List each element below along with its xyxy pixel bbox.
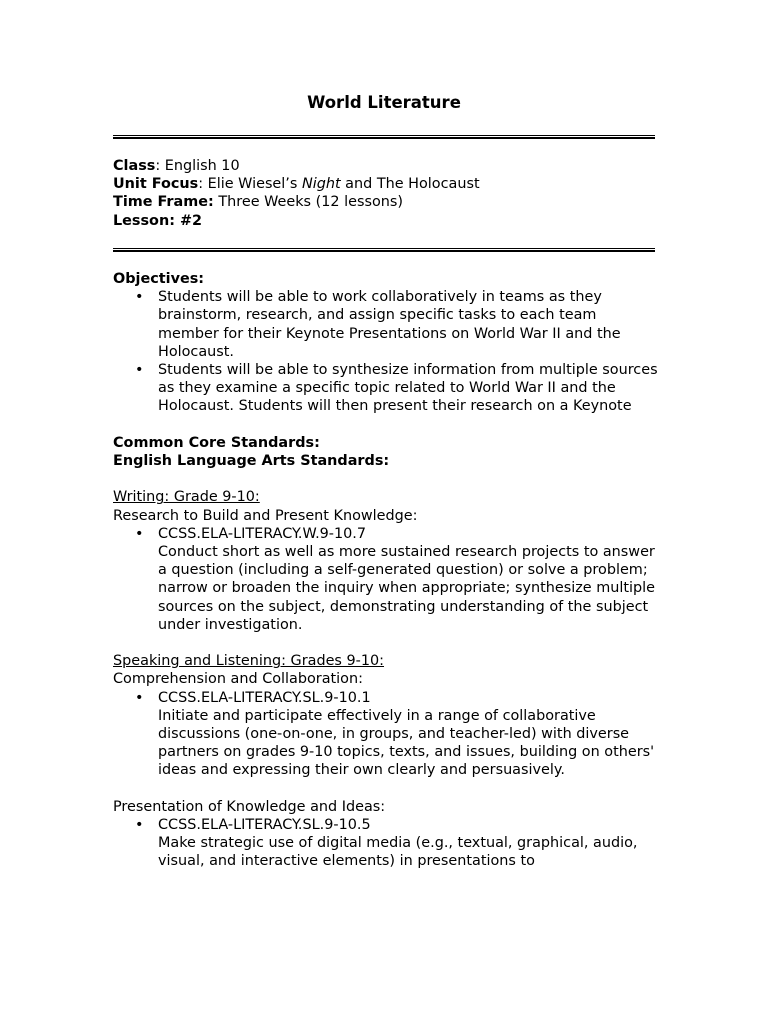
- document-title: World Literature: [307, 93, 461, 112]
- time-frame-value: Three Weeks (12 lessons): [213, 194, 403, 211]
- unit-focus-line: [113, 175, 658, 193]
- speaking-standards-list: [113, 689, 658, 780]
- standard-item: [113, 816, 658, 871]
- time-frame-label: Time Frame:: [113, 194, 214, 211]
- standard-code: • CCSS.ELA-LITERACY.SL.9-10.5: [158, 817, 371, 834]
- standard-code: • CCSS.ELA-LITERACY.SL.9-10.1: [158, 689, 371, 706]
- lesson-label: Lesson: #2: [113, 212, 203, 229]
- time-frame-line: [113, 193, 658, 211]
- presentation-standards-list: [113, 816, 658, 871]
- objective-item: • Students will be able to synthesize information from multiple sources as they examine a specific topic related to World War II and the Holocaust. Students will then present their research on a Keynote: [113, 361, 658, 416]
- bottom-divider: [113, 248, 655, 252]
- standard-code: • CCSS.ELA-LITERACY.W.9-10.7: [158, 525, 367, 542]
- lesson-header: [113, 157, 658, 230]
- speaking-listening-subheading: Comprehension and Collaboration:: [113, 671, 363, 688]
- top-divider: [113, 135, 655, 139]
- objectives-heading: Objectives:: [113, 271, 205, 287]
- standard-text: Initiate and participate effectively in a range of collaborative discussions (one-on-one, in groups, and teacher-led) with diverse partners on grades 9-10 topics, texts, and issues, building on others' ideas and expressing their own clearly and persuasively.: [158, 707, 655, 779]
- standard-item: [113, 689, 658, 780]
- unit-focus-book-title: Night: [301, 176, 341, 193]
- standard-text: Conduct short as well as more sustained research projects to answer a question (including a self-generated question) or solve a problem; narrow or broaden the inquiry when appropriate; synthesize multiple sources on the subject, demonstrating understanding of the subject under investigation.: [158, 544, 655, 633]
- lesson-line: [113, 212, 658, 230]
- writing-heading: Writing: Grade 9-10:: [113, 489, 260, 506]
- main-content: [113, 270, 658, 871]
- presentation-subheading: Presentation of Knowledge and Ideas:: [113, 798, 386, 815]
- writing-subheading: Research to Build and Present Knowledge:: [113, 507, 418, 524]
- unit-focus-value-pre: : Elie Wiesel’s: [198, 176, 302, 193]
- class-value: : English 10: [155, 158, 240, 174]
- unit-focus-value-post: and The Holocaust: [340, 176, 480, 193]
- unit-focus-label: Unit Focus: [113, 176, 199, 193]
- speaking-listening-heading: Speaking and Listening: Grades 9-10:: [113, 653, 385, 670]
- common-core-heading: Common Core Standards:: [113, 434, 320, 451]
- objective-item: • Students will be able to work collaboratively in teams as they brainstorm, research, and assign specific tasks to each team member for their Keynote Presentations on World War II and the Holocaust.: [113, 288, 658, 361]
- objectives-list: [113, 288, 658, 415]
- class-line: [113, 157, 658, 175]
- ela-standards-heading: English Language Arts Standards:: [113, 453, 390, 470]
- writing-standards-list: [113, 525, 658, 634]
- class-label: Class: [113, 158, 156, 174]
- standard-item: [113, 525, 658, 634]
- standard-text: Make strategic use of digital media (e.g., textual, graphical, audio, visual, and interactive elements) in presentations to: [158, 835, 638, 870]
